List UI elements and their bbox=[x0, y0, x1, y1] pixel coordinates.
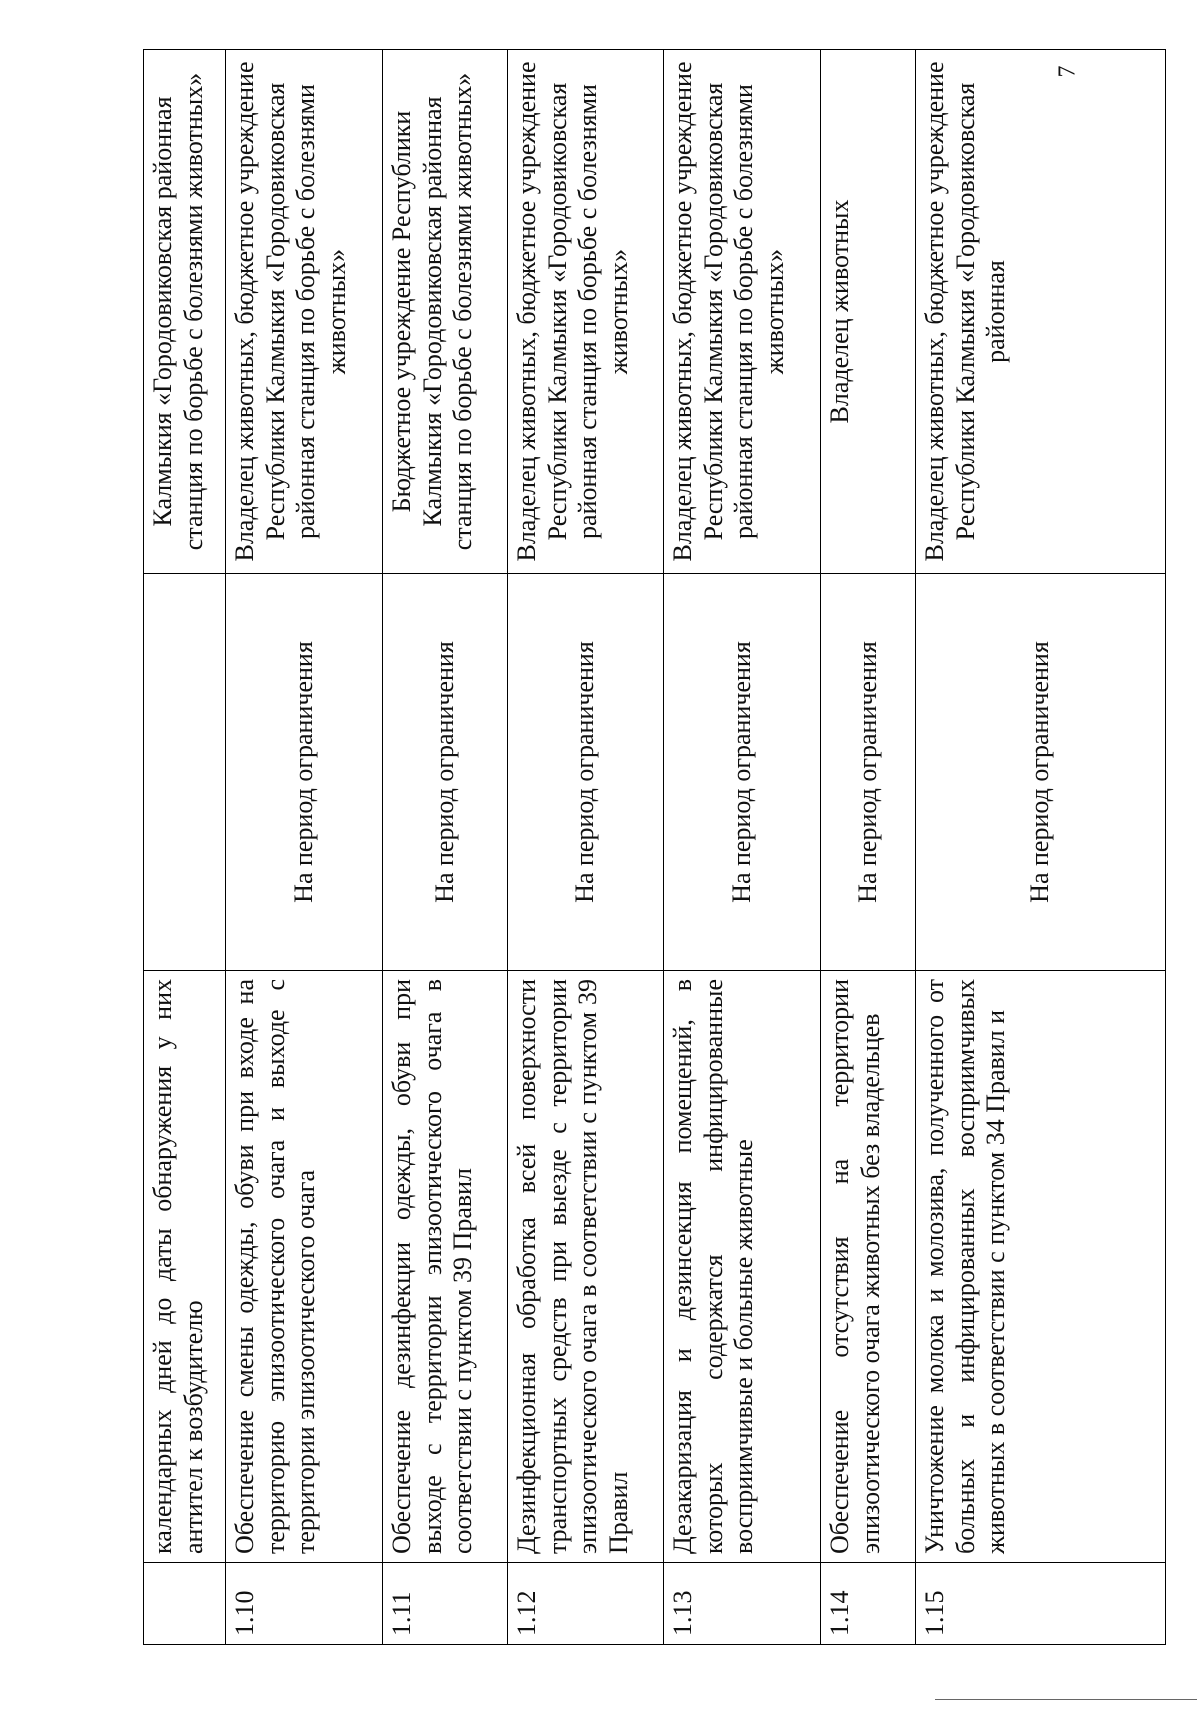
row-number: 1.12 bbox=[508, 1563, 664, 1645]
measure-period: На период ограничения bbox=[226, 574, 383, 971]
table-row bbox=[821, 50, 916, 1645]
table-container bbox=[143, 50, 1165, 1645]
measure-description: Обеспечение дезинфекции одежды, обуви при выходе с территории эпизоотического очага в соответствии с пунктом 39 Правил bbox=[383, 971, 508, 1563]
measures-table bbox=[143, 49, 1166, 1645]
measure-description: Дезинфекционная обработка всей поверхности транспортных средств при выезде с территории эпизоотического очага в соответствии с пунктом 39 Правил bbox=[508, 971, 664, 1563]
responsible-party: Владелец животных, бюджетное учреждение Республики Калмыкия «Городовиковская районная станция по борьбе с болезнями животных» bbox=[508, 50, 664, 574]
measure-description: Обеспечение смены одежды, обуви при входе на территорию эпизоотического очага и выходе с территории эпизоотического очага bbox=[226, 971, 383, 1563]
table-row bbox=[508, 50, 664, 1645]
measure-period: На период ограничения bbox=[821, 574, 916, 971]
table-row bbox=[916, 50, 1166, 1645]
row-number: 1.15 bbox=[916, 1563, 1166, 1645]
rotated-table-area bbox=[143, 50, 1165, 1645]
measure-period: На период ограничения bbox=[383, 574, 508, 971]
responsible-party: Бюджетное учреждение Республики Калмыкия «Городовиковская районная станция по борьбе с болезнями животных» bbox=[383, 50, 508, 574]
measure-description: Обеспечение отсутствия на территории эпизоотического очага животных без владельцев bbox=[821, 971, 916, 1563]
measure-description: Дезакаризация и дезинсекция помещений, в которых содержатся инфицированные восприимчивые и больные животные bbox=[664, 971, 821, 1563]
measure-period bbox=[144, 574, 226, 971]
responsible-party: Калмыкия «Городовиковская районная станция по борьбе с болезнями животных» bbox=[144, 50, 226, 574]
page-number: 7 bbox=[1054, 65, 1081, 78]
row-number bbox=[144, 1563, 226, 1645]
measure-period: На период ограничения bbox=[916, 574, 1166, 971]
table-row bbox=[226, 50, 383, 1645]
responsible-party: Владелец животных, бюджетное учреждение Республики Калмыкия «Городовиковская районная bbox=[916, 50, 1166, 574]
responsible-party: Владелец животных, бюджетное учреждение Республики Калмыкия «Городовиковская районная станция по борьбе с болезнями животных» bbox=[226, 50, 383, 574]
table-row bbox=[144, 50, 226, 1645]
table-row bbox=[664, 50, 821, 1645]
table-row bbox=[383, 50, 508, 1645]
row-number: 1.13 bbox=[664, 1563, 821, 1645]
row-number: 1.14 bbox=[821, 1563, 916, 1645]
measure-description: календарных дней до даты обнаружения у них антител к возбудителю bbox=[144, 971, 226, 1563]
footer-divider bbox=[935, 1699, 1197, 1700]
responsible-party: Владелец животных bbox=[821, 50, 916, 574]
measure-period: На период ограничения bbox=[508, 574, 664, 971]
row-number: 1.11 bbox=[383, 1563, 508, 1645]
responsible-party: Владелец животных, бюджетное учреждение Республики Калмыкия «Городовиковская районная станция по борьбе с болезнями животных» bbox=[664, 50, 821, 574]
measure-period: На период ограничения bbox=[664, 574, 821, 971]
row-number: 1.10 bbox=[226, 1563, 383, 1645]
measure-description: Уничтожение молока и молозива, полученного от больных и инфицированных восприимчивых животных в соответствии с пунктом 34 Правил и bbox=[916, 971, 1166, 1563]
